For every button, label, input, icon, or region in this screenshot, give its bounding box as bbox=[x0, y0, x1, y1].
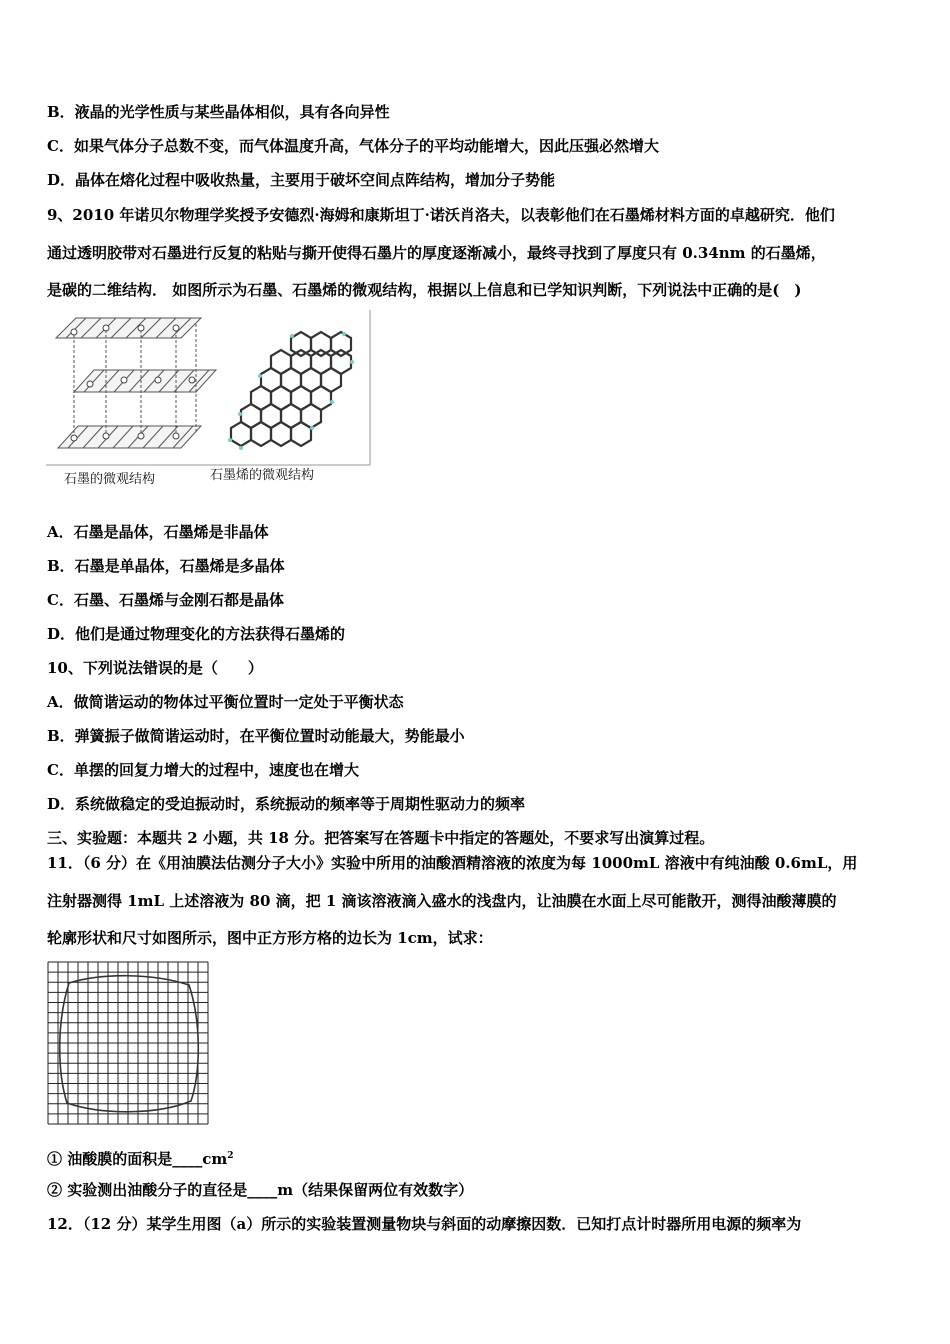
q10-option-b: B．弹簧振子做简谐运动时，在平衡位置时动能最大，势能最小 bbox=[47, 727, 465, 745]
q9-option-d: D．他们是通过物理变化的方法获得石墨烯的 bbox=[47, 625, 346, 643]
q8-option-b: B．液晶的光学性质与某些晶体相似，具有各向异性 bbox=[47, 103, 390, 121]
oil-film-grid-figure bbox=[47, 961, 209, 1125]
q9-option-c: C．石墨、石墨烯与金刚石都是晶体 bbox=[47, 591, 284, 609]
oil-film-outline bbox=[60, 976, 199, 1112]
q11-sub1-blank: ____ bbox=[172, 1150, 203, 1168]
q11-stem-line2: 注射器测得 1mL 上述溶液为 80 滴，把 1 滴该溶液滴入盛水的浅盘内，让油膜在水面上尽可能散开，测得油酸薄膜的 bbox=[47, 892, 837, 910]
caption-graphene: 石墨烯的微观结构 bbox=[210, 468, 315, 483]
q11-sub2-prefix: ② 实验测出油酸分子的直径是 bbox=[47, 1181, 248, 1199]
q11-sub1-prefix: ① 油酸膜的面积是 bbox=[47, 1150, 173, 1168]
section-3-heading: 三、实验题：本题共 2 小题，共 18 分。把答案写在答题卡中指定的答题处，不要求写出演算过程。 bbox=[47, 829, 715, 847]
q10-option-d: D．系统做稳定的受迫振动时，系统振动的频率等于周期性驱动力的频率 bbox=[47, 795, 526, 813]
graphene-structure bbox=[231, 332, 351, 446]
q11-sub1 bbox=[47, 1146, 234, 1169]
q9-stem-line3: 是碳的二维结构． 如图所示为石墨、石墨烯的微观结构，根据以上信息和已学知识判断，下列说法中正确的是( ) bbox=[47, 281, 802, 299]
q10-option-c: C．单摆的回复力增大的过程中，速度也在增大 bbox=[47, 761, 359, 779]
graphite-structure bbox=[56, 318, 216, 448]
q9-option-a: A．石墨是晶体，石墨烯是非晶体 bbox=[47, 523, 269, 541]
q10-option-a: A．做简谐运动的物体过平衡位置时一定处于平衡状态 bbox=[47, 693, 404, 711]
q11-sub1-unit: cm bbox=[202, 1150, 228, 1168]
q11-sub2-blank: ____ bbox=[247, 1181, 278, 1199]
q8-option-c: C．如果气体分子总数不变，而气体温度升高，气体分子的平均动能增大，因此压强必然增大 bbox=[47, 137, 659, 155]
grid-drawing bbox=[47, 961, 209, 1125]
q10-stem: 10、下列说法错误的是（ ） bbox=[47, 659, 263, 677]
q11-sub1-sup: 2 bbox=[227, 1151, 234, 1161]
caption-graphite: 石墨的微观结构 bbox=[64, 472, 156, 487]
structure-illustration bbox=[46, 310, 372, 490]
q9-option-b: B．石墨是单晶体，石墨烯是多晶体 bbox=[47, 557, 285, 575]
q12-stem-line1: 12．（12 分）某学生用图（a）所示的实验装置测量物块与斜面的动摩擦因数．已知打点计时器所用电源的频率为 bbox=[47, 1215, 802, 1233]
graphite-graphene-figure bbox=[46, 310, 372, 490]
q8-option-d: D．晶体在熔化过程中吸收热量，主要用于破坏空间点阵结构，增加分子势能 bbox=[47, 171, 556, 189]
q11-sub2 bbox=[47, 1180, 473, 1200]
q11-sub2-suffix: m（结果保留两位有效数字） bbox=[277, 1181, 474, 1199]
q11-stem-line3: 轮廓形状和尺寸如图所示，图中正方形方格的边长为 1cm，试求： bbox=[47, 929, 493, 947]
q11-stem-line1: 11．（6 分）在《用油膜法估测分子大小》实验中所用的油酸酒精溶液的浓度为每 1000mL 溶液中有纯油酸 0.6mL，用 bbox=[47, 854, 858, 872]
q9-stem-line2: 通过透明胶带对石墨进行反复的粘贴与撕开使得石墨片的厚度逐渐减小，最终寻找到了厚度只有 0.34nm 的石墨烯， bbox=[47, 244, 826, 262]
q9-stem-line1: 9、2010 年诺贝尔物理学奖授予安德烈·海姆和康斯坦丁·诺沃肖洛夫，以表彰他们在石墨烯材料方面的卓越研究．他们 bbox=[47, 206, 835, 224]
